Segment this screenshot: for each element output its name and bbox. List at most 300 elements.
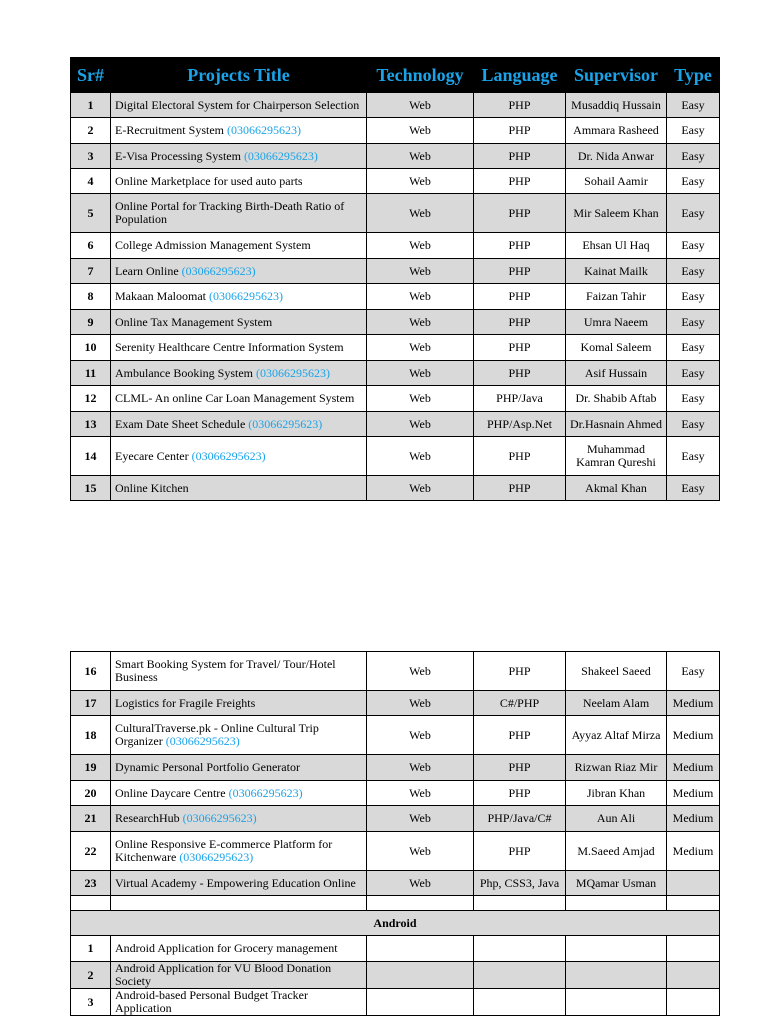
- title-cell: [111, 310, 367, 335]
- title-cell-text: CulturalTraverse.pk - Online Cultural Trip Organizer: [115, 721, 319, 748]
- language-cell-text: PHP: [508, 173, 531, 188]
- type-cell-text: Easy: [681, 238, 705, 252]
- supervisor-cell: [566, 144, 667, 169]
- technology-cell-text: Web: [409, 238, 431, 252]
- supervisor-cell: [566, 118, 667, 144]
- supervisor-cell-text: Dr. Nida Anwar: [577, 148, 655, 163]
- projects-table-1: [70, 57, 720, 501]
- type-cell-text: Medium: [672, 695, 714, 710]
- table-row: [71, 386, 720, 412]
- title-cell-text: Learn Online: [115, 263, 182, 278]
- type-cell-text: Medium: [672, 727, 714, 742]
- language-cell-text: PHP: [508, 289, 531, 303]
- phone-number: (03066295623): [243, 148, 318, 163]
- sr-cell-text: 18: [84, 727, 97, 742]
- technology-cell-text: Web: [409, 727, 431, 742]
- language-cell-text: PHP: [508, 340, 531, 354]
- phone-number: (03066295623): [208, 289, 283, 303]
- supervisor-cell: [566, 361, 667, 386]
- type-cell: [667, 284, 720, 310]
- sr-cell-text: 15: [84, 480, 97, 495]
- sr-cell-text: 1: [87, 97, 94, 112]
- supervisor-cell-text: Jibran Khan: [586, 785, 646, 800]
- supervisor-cell-text: Aun Ali: [596, 811, 636, 825]
- sr-cell: [71, 386, 111, 412]
- table-row: [71, 144, 720, 169]
- sr-cell: [71, 832, 111, 871]
- language-cell: [474, 310, 566, 335]
- header-language: Language: [474, 58, 566, 93]
- header-technology: Technology: [367, 58, 474, 93]
- empty-cell: [367, 989, 474, 1016]
- sr-cell-text: 3: [87, 148, 94, 163]
- language-cell-text: PHP: [508, 148, 531, 163]
- table-row: [71, 806, 720, 832]
- sr-cell-text: 21: [84, 811, 97, 825]
- supervisor-cell: [566, 755, 667, 781]
- language-cell-text: PHP: [508, 123, 531, 137]
- table-row: [71, 652, 720, 691]
- technology-cell: [367, 476, 474, 501]
- sr-cell-text: 23: [84, 875, 97, 890]
- technology-cell-text: Web: [409, 391, 431, 405]
- type-cell-text: Easy: [681, 148, 705, 163]
- phone-number: (03066295623): [191, 448, 266, 463]
- supervisor-cell: [566, 652, 667, 691]
- table-row: [71, 310, 720, 335]
- phone-number: (03066295623): [181, 263, 256, 278]
- title-cell-text: Online Responsive E-commerce Platform for Kitchenware: [115, 837, 333, 864]
- technology-cell-text: Web: [409, 97, 431, 112]
- sr-cell-text: 22: [84, 843, 97, 858]
- type-cell: [667, 806, 720, 832]
- supervisor-cell-text: Kainat Mailk: [584, 263, 648, 278]
- phone-number: (03066295623): [165, 734, 240, 748]
- sr-cell: [71, 871, 111, 896]
- type-cell: [667, 652, 720, 691]
- sr-cell-text: 2: [87, 967, 94, 982]
- technology-cell-text: Web: [409, 173, 431, 188]
- type-cell-text: Easy: [681, 416, 705, 431]
- sr-cell-text: 12: [84, 391, 97, 405]
- table-row: [71, 755, 720, 781]
- title-cell: [111, 691, 367, 716]
- language-cell: [474, 716, 566, 755]
- title-cell-text: Online Kitchen: [115, 480, 189, 495]
- type-cell-text: Medium: [672, 843, 714, 858]
- empty-cell: [566, 962, 667, 989]
- title-cell-text: E-Recruitment System: [115, 123, 227, 137]
- supervisor-cell-text: Dr. Shabib Aftab: [575, 391, 657, 405]
- language-cell: [474, 412, 566, 437]
- empty-cell: [474, 989, 566, 1016]
- table-row: [71, 118, 720, 144]
- supervisor-cell: [566, 194, 667, 233]
- sr-cell: [71, 476, 111, 501]
- technology-cell: [367, 716, 474, 755]
- technology-cell: [367, 361, 474, 386]
- empty-cell: [367, 962, 474, 989]
- type-cell-text: Easy: [681, 205, 705, 220]
- title-cell: [111, 93, 367, 118]
- empty-cell: [367, 936, 474, 962]
- technology-cell: [367, 832, 474, 871]
- technology-cell: [367, 871, 474, 896]
- language-cell-text: PHP: [508, 480, 531, 495]
- language-cell-text: PHP: [508, 97, 531, 112]
- sr-cell-text: 16: [84, 663, 97, 678]
- type-cell: [667, 233, 720, 259]
- sr-cell-text: 11: [84, 365, 97, 380]
- technology-cell-text: Web: [409, 843, 431, 858]
- title-cell: [111, 144, 367, 169]
- sr-cell: [71, 144, 111, 169]
- table-row: [71, 412, 720, 437]
- supervisor-cell-text: Shakeel Saeed: [581, 663, 651, 678]
- projects-table-2: [70, 651, 720, 1016]
- sr-cell-text: 19: [84, 760, 97, 774]
- table-row: [71, 437, 720, 476]
- supervisor-cell-text: M.Saeed Amjad: [577, 843, 655, 858]
- title-cell-text: Online Portal for Tracking Birth-Death Ratio of Population: [115, 199, 345, 226]
- language-cell-text: PHP: [508, 314, 531, 329]
- technology-cell: [367, 233, 474, 259]
- type-cell: [667, 386, 720, 412]
- title-cell-text: Logistics for Fragile Freights: [115, 695, 256, 710]
- supervisor-cell: [566, 169, 667, 194]
- title-cell: [111, 361, 367, 386]
- technology-cell-text: Web: [409, 314, 431, 329]
- phone-number: (03066295623): [228, 785, 303, 800]
- technology-cell-text: Web: [409, 205, 431, 220]
- table-row: [71, 832, 720, 871]
- title-cell-text: ResearchHub: [115, 811, 183, 825]
- supervisor-cell-text: Musaddiq Hussain: [571, 97, 661, 112]
- supervisor-cell: [566, 412, 667, 437]
- type-cell-text: Easy: [681, 289, 705, 303]
- title-cell-text: Exam Date Sheet Schedule: [115, 416, 249, 431]
- type-cell: [667, 169, 720, 194]
- title-cell-text: Virtual Academy - Empowering Education Online: [115, 875, 356, 890]
- language-cell-text: PHP: [508, 365, 531, 380]
- language-cell-text: PHP: [508, 785, 531, 800]
- language-cell: [474, 437, 566, 476]
- language-cell: [474, 335, 566, 361]
- title-cell: [111, 259, 367, 284]
- sr-cell-text: 10: [84, 340, 97, 354]
- supervisor-cell: [566, 386, 667, 412]
- empty-cell: [566, 989, 667, 1016]
- technology-cell-text: Web: [409, 480, 431, 495]
- technology-cell: [367, 806, 474, 832]
- title-cell: [111, 284, 367, 310]
- sr-cell: [71, 652, 111, 691]
- technology-cell-text: Web: [409, 785, 431, 800]
- language-cell: [474, 284, 566, 310]
- technology-cell-text: Web: [409, 416, 431, 431]
- title-cell-text: Android Application for VU Blood Donation Society: [115, 961, 332, 988]
- supervisor-cell-text: Dr.Hasnain Ahmed: [570, 416, 662, 431]
- title-cell: [111, 412, 367, 437]
- language-cell: [474, 871, 566, 896]
- title-cell: [111, 871, 367, 896]
- technology-cell: [367, 755, 474, 781]
- language-cell: [474, 194, 566, 233]
- supervisor-cell-text: Asif Hussain: [584, 365, 648, 380]
- table-row: [71, 284, 720, 310]
- technology-cell: [367, 691, 474, 716]
- type-cell-text: Easy: [681, 123, 705, 137]
- supervisor-cell-text: Ammara Rasheed: [573, 123, 659, 137]
- title-cell-text: Eyecare Center: [115, 448, 192, 463]
- language-cell: [474, 476, 566, 501]
- language-cell: [474, 93, 566, 118]
- title-cell-text: Online Daycare Centre: [115, 785, 229, 800]
- title-cell: [111, 962, 367, 989]
- title-cell: [111, 169, 367, 194]
- sr-cell: [71, 194, 111, 233]
- type-cell: [667, 310, 720, 335]
- type-cell-text: Easy: [681, 97, 705, 112]
- title-cell: [111, 652, 367, 691]
- technology-cell: [367, 93, 474, 118]
- language-cell-text: PHP: [508, 727, 531, 742]
- title-cell-text: Serenity Healthcare Centre Information System: [115, 340, 344, 354]
- sr-cell: [71, 169, 111, 194]
- supervisor-cell: [566, 832, 667, 871]
- supervisor-cell: [566, 476, 667, 501]
- title-cell-text: CLML- An online Car Loan Management System: [115, 391, 355, 405]
- type-cell: [667, 476, 720, 501]
- technology-cell-text: Web: [409, 123, 431, 137]
- technology-cell: [367, 412, 474, 437]
- title-cell: [111, 386, 367, 412]
- supervisor-cell-text: MQamar Usman: [575, 875, 657, 890]
- language-cell: [474, 361, 566, 386]
- technology-cell: [367, 259, 474, 284]
- language-cell: [474, 233, 566, 259]
- type-cell-text: Easy: [681, 663, 705, 678]
- language-cell: [474, 691, 566, 716]
- table-row: [71, 93, 720, 118]
- type-cell-text: Medium: [672, 811, 714, 825]
- supervisor-cell: [566, 284, 667, 310]
- empty-cell: [667, 989, 720, 1016]
- type-cell: [667, 755, 720, 781]
- title-cell-text: Smart Booking System for Travel/ Tour/Hotel Business: [115, 657, 336, 684]
- language-cell: [474, 781, 566, 806]
- title-cell-text: Android-based Personal Budget Tracker Application: [115, 988, 308, 1015]
- table-row: [71, 335, 720, 361]
- supervisor-cell: [566, 233, 667, 259]
- supervisor-cell-text: Neelam Alam: [582, 695, 650, 710]
- type-cell: [667, 437, 720, 476]
- sr-cell-text: 9: [87, 314, 94, 329]
- title-cell: [111, 936, 367, 962]
- table-row: [71, 716, 720, 755]
- table-row: [71, 989, 720, 1016]
- technology-cell-text: Web: [409, 263, 431, 278]
- supervisor-cell: [566, 806, 667, 832]
- technology-cell: [367, 284, 474, 310]
- technology-cell-text: Web: [409, 760, 431, 774]
- technology-cell-text: Web: [409, 811, 431, 825]
- phone-number: (03066295623): [179, 850, 254, 864]
- type-cell: [667, 412, 720, 437]
- type-cell-text: Easy: [681, 448, 705, 463]
- supervisor-cell-text: Komal Saleem: [580, 340, 652, 354]
- type-cell: [667, 691, 720, 716]
- sr-cell-text: 2: [87, 123, 94, 137]
- language-cell: [474, 832, 566, 871]
- type-cell: [667, 716, 720, 755]
- sr-cell: [71, 361, 111, 386]
- technology-cell-text: Web: [409, 663, 431, 678]
- sr-cell: [71, 335, 111, 361]
- header-sr: Sr#: [71, 58, 111, 93]
- sr-cell: [71, 781, 111, 806]
- technology-cell-text: Web: [409, 875, 431, 890]
- title-cell: [111, 716, 367, 755]
- type-cell: [667, 118, 720, 144]
- supervisor-cell: [566, 259, 667, 284]
- title-cell-text: Online Tax Management System: [115, 314, 273, 329]
- title-cell: [111, 832, 367, 871]
- language-cell-text: PHP: [508, 238, 531, 252]
- sr-cell: [71, 716, 111, 755]
- type-cell-text: Easy: [681, 391, 705, 405]
- technology-cell: [367, 386, 474, 412]
- type-cell-text: Easy: [681, 480, 705, 495]
- title-cell: [111, 781, 367, 806]
- technology-cell-text: Web: [409, 695, 431, 710]
- phone-number: (03066295623): [182, 811, 257, 825]
- language-cell: [474, 806, 566, 832]
- language-cell-text: Php, CSS3, Java: [479, 875, 560, 890]
- table-row: [71, 259, 720, 284]
- type-cell: [667, 335, 720, 361]
- technology-cell: [367, 781, 474, 806]
- empty-cell: [474, 936, 566, 962]
- type-cell: [667, 361, 720, 386]
- type-cell: [667, 93, 720, 118]
- supervisor-cell-text: Ayyaz Altaf Mirza: [571, 727, 661, 742]
- sr-cell-text: 5: [87, 205, 94, 220]
- sr-cell-text: 20: [84, 785, 97, 800]
- sr-cell-text: 7: [87, 263, 94, 278]
- language-cell: [474, 259, 566, 284]
- title-cell-text: Android Application for Grocery management: [115, 941, 338, 955]
- technology-cell-text: Web: [409, 340, 431, 354]
- language-cell: [474, 169, 566, 194]
- phone-number: (03066295623): [248, 416, 323, 431]
- table-row: [71, 781, 720, 806]
- sr-cell: [71, 310, 111, 335]
- type-cell: [667, 259, 720, 284]
- header-type: Type: [667, 58, 720, 93]
- language-cell-text: PHP: [508, 205, 531, 220]
- blank-row: [71, 896, 720, 911]
- sr-cell-text: 3: [87, 994, 94, 1009]
- language-cell: [474, 386, 566, 412]
- language-cell-text: PHP: [508, 843, 531, 858]
- sr-cell-text: 1: [87, 941, 94, 955]
- type-cell: [667, 781, 720, 806]
- technology-cell: [367, 194, 474, 233]
- title-cell-text: Makaan Maloomat: [115, 289, 209, 303]
- title-cell-text: Online Marketplace for used auto parts: [115, 173, 303, 188]
- title-cell: [111, 989, 367, 1016]
- language-cell: [474, 144, 566, 169]
- type-cell: [667, 871, 720, 896]
- android-section-row: [71, 911, 720, 936]
- supervisor-cell: [566, 716, 667, 755]
- language-cell: [474, 118, 566, 144]
- title-cell: [111, 335, 367, 361]
- sr-cell: [71, 284, 111, 310]
- sr-cell: [71, 989, 111, 1016]
- supervisor-cell-text: Faizan Tahir: [586, 289, 646, 303]
- type-cell-text: Easy: [681, 365, 705, 380]
- technology-cell: [367, 169, 474, 194]
- language-cell-text: PHP: [508, 663, 531, 678]
- sr-cell: [71, 962, 111, 989]
- type-cell-text: Easy: [681, 263, 705, 278]
- language-cell: [474, 755, 566, 781]
- language-cell-text: PHP/Asp.Net: [486, 416, 552, 431]
- language-cell-text: PHP: [508, 263, 531, 278]
- title-cell: [111, 806, 367, 832]
- technology-cell: [367, 335, 474, 361]
- supervisor-cell-text: Akmal Khan: [585, 480, 647, 495]
- supervisor-cell: [566, 335, 667, 361]
- supervisor-cell: [566, 871, 667, 896]
- header-supervisor: Supervisor: [566, 58, 667, 93]
- sr-cell: [71, 93, 111, 118]
- supervisor-cell: [566, 310, 667, 335]
- table-row: [71, 233, 720, 259]
- language-cell-text: PHP/Java/C#: [487, 811, 552, 825]
- type-cell-text: Medium: [672, 760, 714, 774]
- title-cell: [111, 194, 367, 233]
- sr-cell: [71, 259, 111, 284]
- phone-number: (03066295623): [226, 123, 301, 137]
- phone-number: (03066295623): [256, 365, 330, 380]
- empty-cell: [667, 962, 720, 989]
- type-cell: [667, 144, 720, 169]
- title-cell-text: E-Visa Processing System: [115, 148, 244, 163]
- sr-cell-text: 4: [87, 173, 94, 188]
- title-cell: [111, 118, 367, 144]
- table-row: [71, 871, 720, 896]
- language-cell: [474, 652, 566, 691]
- title-cell-text: Digital Electoral System for Chairperson Selection: [115, 97, 360, 112]
- table-row: [71, 476, 720, 501]
- technology-cell: [367, 310, 474, 335]
- sr-cell-text: 6: [87, 238, 94, 252]
- supervisor-cell-text: Rizwan Riaz Mir: [574, 760, 658, 774]
- sr-cell-text: 17: [84, 695, 97, 710]
- sr-cell: [71, 755, 111, 781]
- sr-cell-text: 14: [84, 448, 97, 463]
- type-cell: [667, 194, 720, 233]
- title-cell-text: College Admission Management System: [115, 238, 311, 252]
- type-cell-text: Easy: [681, 173, 705, 188]
- language-cell-text: C#/PHP: [499, 695, 540, 710]
- supervisor-cell-text: Ehsan Ul Haq: [582, 238, 650, 252]
- empty-cell: [667, 936, 720, 962]
- supervisor-cell: [566, 437, 667, 476]
